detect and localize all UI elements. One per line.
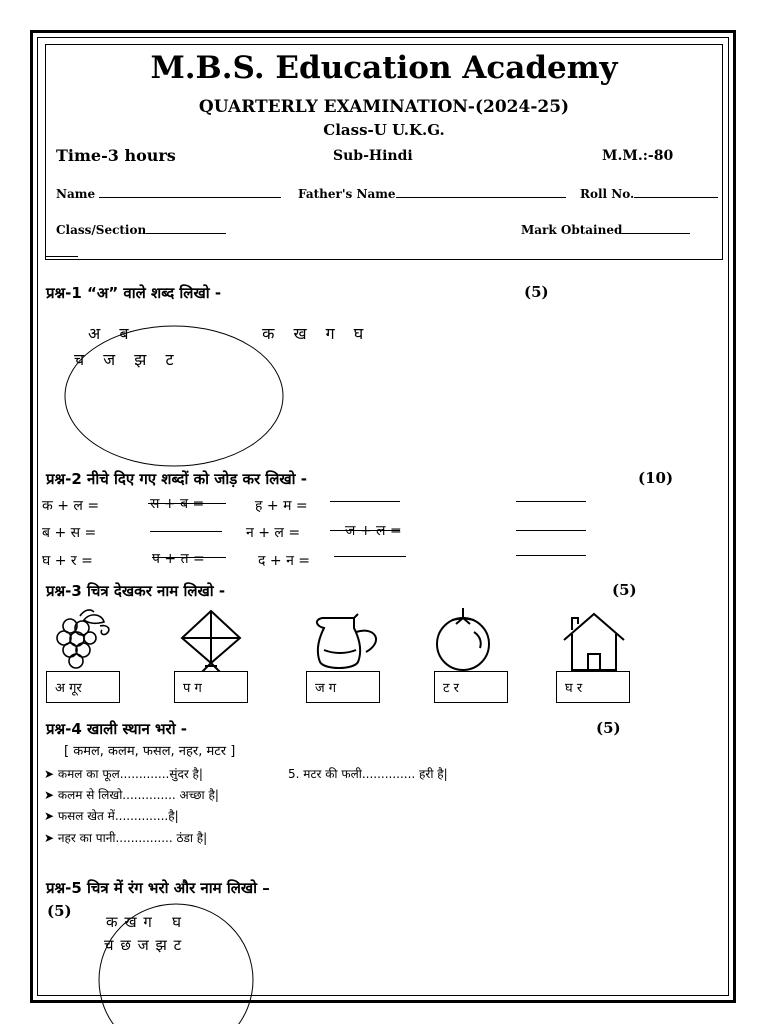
- name-field[interactable]: [56, 187, 281, 201]
- sum-2: स + ब =: [150, 496, 205, 512]
- sum-7: घ + र =: [42, 553, 93, 569]
- q3-title: प्रश्न-3 चित्र देखकर नाम लिखो -: [46, 582, 226, 600]
- q5-marks: (5): [47, 902, 72, 920]
- father-line[interactable]: [396, 197, 566, 198]
- time-label: Time-3 hours: [56, 146, 176, 165]
- tomato-icon: [430, 606, 496, 672]
- q2-marks: (10): [638, 469, 674, 487]
- sum-9: द + न =: [258, 553, 311, 569]
- q4-item-1: ➤ कमल का फूल.............सुंदर है|: [44, 767, 203, 781]
- mark-obtained-field[interactable]: [521, 223, 690, 237]
- jug-icon: [310, 610, 384, 672]
- q4-title: प्रश्न-4 खाली स्थान भरो -: [46, 720, 188, 738]
- picture-label-box[interactable]: घ र: [556, 671, 630, 703]
- answer-line[interactable]: [148, 503, 226, 504]
- sum-6: ज + ल =: [345, 523, 402, 539]
- q1-letters-row2: च ज झ ट: [74, 350, 174, 369]
- q1-letters-row1: अ ब क ख ग घ: [88, 324, 364, 343]
- subject-label: Sub-Hindi: [333, 148, 413, 164]
- q5-letters-row1: क ख ग घ: [106, 913, 182, 931]
- exam-title: QUARTERLY EXAMINATION-(2024-25): [198, 97, 570, 117]
- q4-marks: (5): [596, 719, 621, 737]
- max-marks: M.M.:-80: [602, 148, 674, 164]
- q5-letters-row2: च छ ज झ ट: [104, 936, 182, 954]
- q5-circle: [96, 902, 258, 1024]
- answer-line[interactable]: [516, 530, 586, 531]
- q4-item-2: ➤ कलम से लिखो.............. अच्छा है|: [44, 788, 219, 802]
- answer-line[interactable]: [516, 501, 586, 502]
- sum-3: ह + म =: [255, 498, 308, 514]
- name-line[interactable]: [99, 197, 281, 198]
- answer-line[interactable]: [330, 501, 400, 502]
- father-label: Father's Name: [298, 187, 396, 201]
- q2-title: प्रश्न-2 नीचे दिए गए शब्दों को जोड़ कर लिखो -: [46, 470, 308, 488]
- name-label: Name: [56, 187, 96, 201]
- q3-marks: (5): [612, 581, 637, 599]
- q4-word-bank: [ कमल, कलम, फसल, नहर, मटर ]: [64, 744, 236, 759]
- picture-label-box[interactable]: प ग: [174, 671, 248, 703]
- picture-label-box[interactable]: ज ग: [306, 671, 380, 703]
- sum-1: क + ल =: [42, 498, 100, 514]
- mark-obtained-label: Mark Obtained: [521, 223, 623, 237]
- kite-icon: [178, 608, 244, 672]
- class-section-field[interactable]: [56, 223, 226, 237]
- class-section-label: Class/Section: [56, 223, 147, 237]
- answer-line[interactable]: [152, 557, 226, 558]
- q4-item-5: 5. मटर की फली.............. हरी है|: [288, 767, 448, 781]
- roll-line[interactable]: [634, 197, 718, 198]
- q1-circle: [62, 318, 288, 468]
- class-line: Class-U U.K.G.: [323, 121, 445, 139]
- stray-underline: [46, 256, 78, 257]
- sum-5: न + ल =: [246, 525, 301, 541]
- roll-label: Roll No.: [580, 187, 635, 201]
- q1-marks: (5): [524, 283, 549, 301]
- class-section-line[interactable]: [146, 233, 226, 234]
- roll-field[interactable]: [580, 187, 718, 201]
- q5-title: प्रश्न-5 चित्र में रंग भरो और नाम लिखो –: [46, 879, 270, 897]
- q1-title: प्रश्न-1 “अ” वाले शब्द लिखो -: [46, 284, 222, 302]
- q4-item-4: ➤ नहर का पानी............... ठंडा है|: [44, 831, 208, 845]
- q4-item-3: ➤ फसल खेत में..............है|: [44, 809, 179, 823]
- answer-line[interactable]: [150, 531, 222, 532]
- answer-line[interactable]: [334, 556, 406, 557]
- house-icon: [560, 610, 628, 672]
- mark-obtained-line[interactable]: [622, 233, 690, 234]
- sum-4: ब + स =: [42, 525, 97, 541]
- father-field[interactable]: [298, 187, 566, 201]
- grapes-icon: [50, 606, 120, 672]
- answer-line[interactable]: [330, 530, 400, 531]
- picture-label-box[interactable]: अ गूर: [46, 671, 120, 703]
- sum-8: प + त =: [152, 551, 205, 567]
- picture-label-box[interactable]: ट र: [434, 671, 508, 703]
- answer-line[interactable]: [516, 555, 586, 556]
- school-name: M.B.S. Education Academy: [150, 50, 618, 86]
